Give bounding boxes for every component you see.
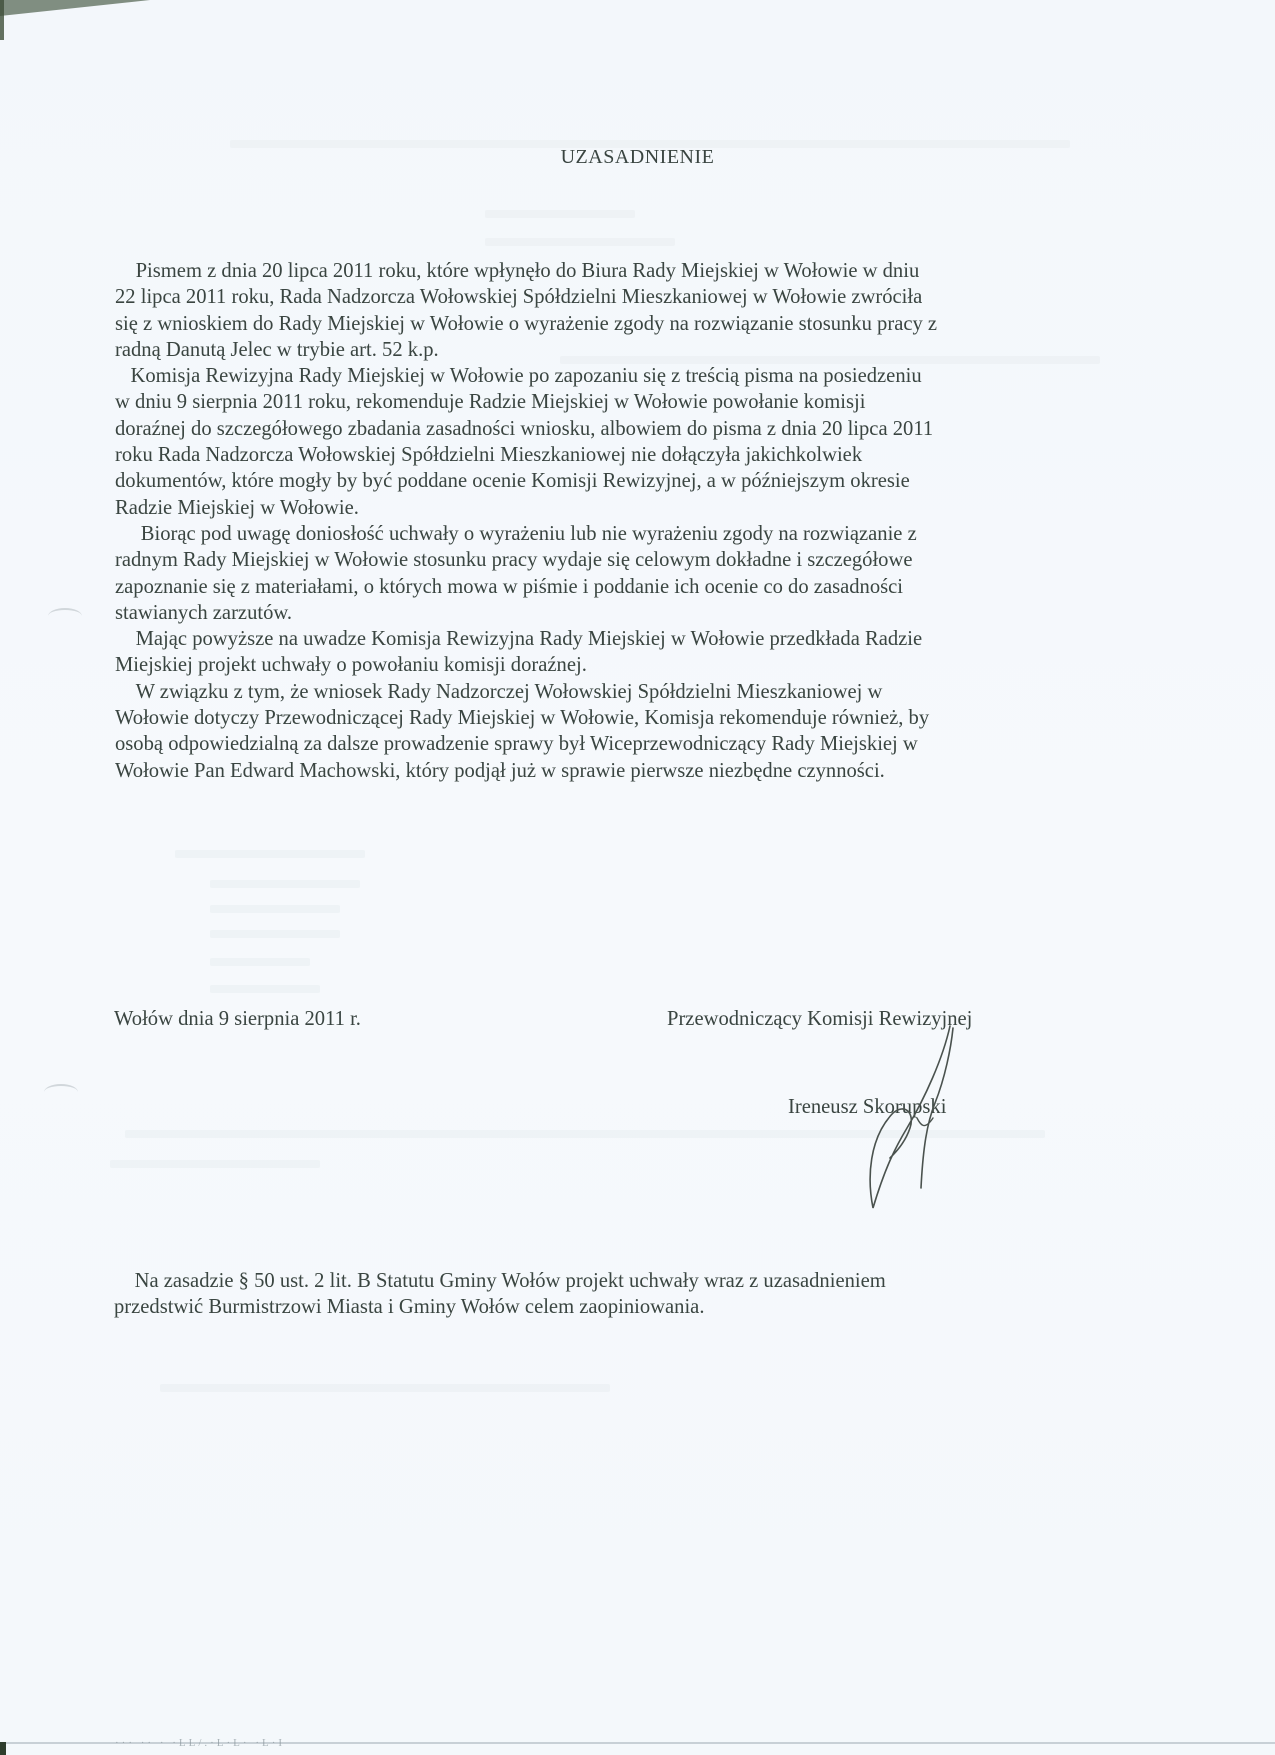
bleed-through-line xyxy=(210,880,360,888)
body-line: Radzie Miejskiej w Wołowie. xyxy=(115,496,359,519)
scan-bottom-mark xyxy=(0,1742,6,1755)
body-line: radną Danutą Jelec w trybie art. 52 k.p. xyxy=(115,338,439,361)
body-line: Wołowie Pan Edward Machowski, który podjął już w sprawie pierwsze niezbędne czynności. xyxy=(115,759,885,782)
place-and-date: Wołów dnia 9 sierpnia 2011 r. xyxy=(114,1008,361,1030)
body-line: w dniu 9 sierpnia 2011 roku, rekomenduje Radzie Miejskiej w Wołowie powołanie komisji xyxy=(115,391,866,414)
bleed-through-line xyxy=(110,1160,320,1168)
footer-note xyxy=(114,1268,1124,1320)
document-body xyxy=(115,258,1125,784)
footer-line: Na zasadzie § 50 ust. 2 lit. B Statutu Gminy Wołów projekt uchwały wraz z uzasadnieniem xyxy=(114,1270,886,1292)
punch-hole-mark xyxy=(48,608,82,624)
body-line: zapoznanie się z materiałami, o których mowa w piśmie i poddanie ich ocenie co do zasadności xyxy=(115,575,904,598)
bleed-through-line xyxy=(210,958,310,966)
body-line: Miejskiej projekt uchwały o powołaniu komisji doraźnej. xyxy=(115,654,587,677)
scan-corner-fold xyxy=(0,0,150,16)
body-line: doraźnej do szczegółowego zbadania zasadności wniosku, albowiem do pisma z dnia 20 lipca 2011 xyxy=(115,417,934,440)
handwritten-signature-icon xyxy=(855,1018,965,1218)
bleed-through-line xyxy=(210,985,320,993)
bleed-through-line xyxy=(175,850,365,858)
bleed-through-line xyxy=(210,930,340,938)
footer-line: przedstwić Burmistrzowi Miasta i Gminy Wołów celem zaopiniowania. xyxy=(114,1296,705,1318)
body-line: W związku z tym, że wniosek Rady Nadzorczej Wołowskiej Spółdzielni Mieszkaniowej w xyxy=(115,680,883,703)
bleed-through-line xyxy=(485,238,675,246)
signatory-name: Ireneusz Skorupski xyxy=(788,1096,947,1118)
body-line: roku Rada Nadzorcza Wołowskiej Spółdzielni Mieszkaniowej nie dołączyła jakichkolwiek xyxy=(115,444,863,467)
body-line: Mając powyższe na uwadze Komisja Rewizyjna Rady Miejskiej w Wołowie przedkłada Radzie xyxy=(115,628,923,651)
bleed-through-line xyxy=(210,905,340,913)
body-line: Wołowie dotyczy Przewodniczącej Rady Miejskiej w Wołowie, Komisja rekomenduje również, by xyxy=(115,707,930,730)
body-line: stawianych zarzutów. xyxy=(115,601,293,624)
punch-hole-mark xyxy=(44,1084,78,1100)
bleed-through-line xyxy=(485,210,635,218)
scan-footer-text: ··· ·· · ·LL/.·L·L· ·L·I xyxy=(115,1737,286,1749)
document-title: UZASADNIENIE xyxy=(560,146,715,168)
body-line: Biorąc pod uwagę doniosłość uchwały o wyrażeniu lub nie wyrażeniu zgody na rozwiązanie z xyxy=(115,522,917,545)
bleed-through-line xyxy=(160,1384,610,1392)
scan-left-edge xyxy=(0,0,4,40)
body-line: radnym Rady Miejskiej w Wołowie stosunku pracy wydaje się celowym dokładne i szczegółowe xyxy=(115,549,913,572)
body-line: 22 lipca 2011 roku, Rada Nadzorcza Wołowskiej Spółdzielni Mieszkaniowej w Wołowie zwróciła xyxy=(115,286,923,309)
body-line: dokumentów, które mogły by być poddane ocenie Komisji Rewizyjnej, a w późniejszym okresie xyxy=(115,470,910,493)
body-line: się z wnioskiem do Rady Miejskiej w Wołowie o wyrażenie zgody na rozwiązanie stosunku pracy z xyxy=(115,312,938,335)
body-line: osobą odpowiedzialną za dalsze prowadzenie sprawy był Wiceprzewodniczący Rady Miejskiej w xyxy=(115,733,918,756)
body-line: Pismem z dnia 20 lipca 2011 roku, które wpłynęło do Biura Rady Miejskiej w Wołowie w dniu xyxy=(115,260,920,282)
body-line: Komisja Rewizyjna Rady Miejskiej w Wołowie po zapozaniu się z treścią pisma na posiedzeniu xyxy=(115,365,922,388)
signatory-title: Przewodniczący Komisji Rewizyjnej xyxy=(667,1008,973,1030)
